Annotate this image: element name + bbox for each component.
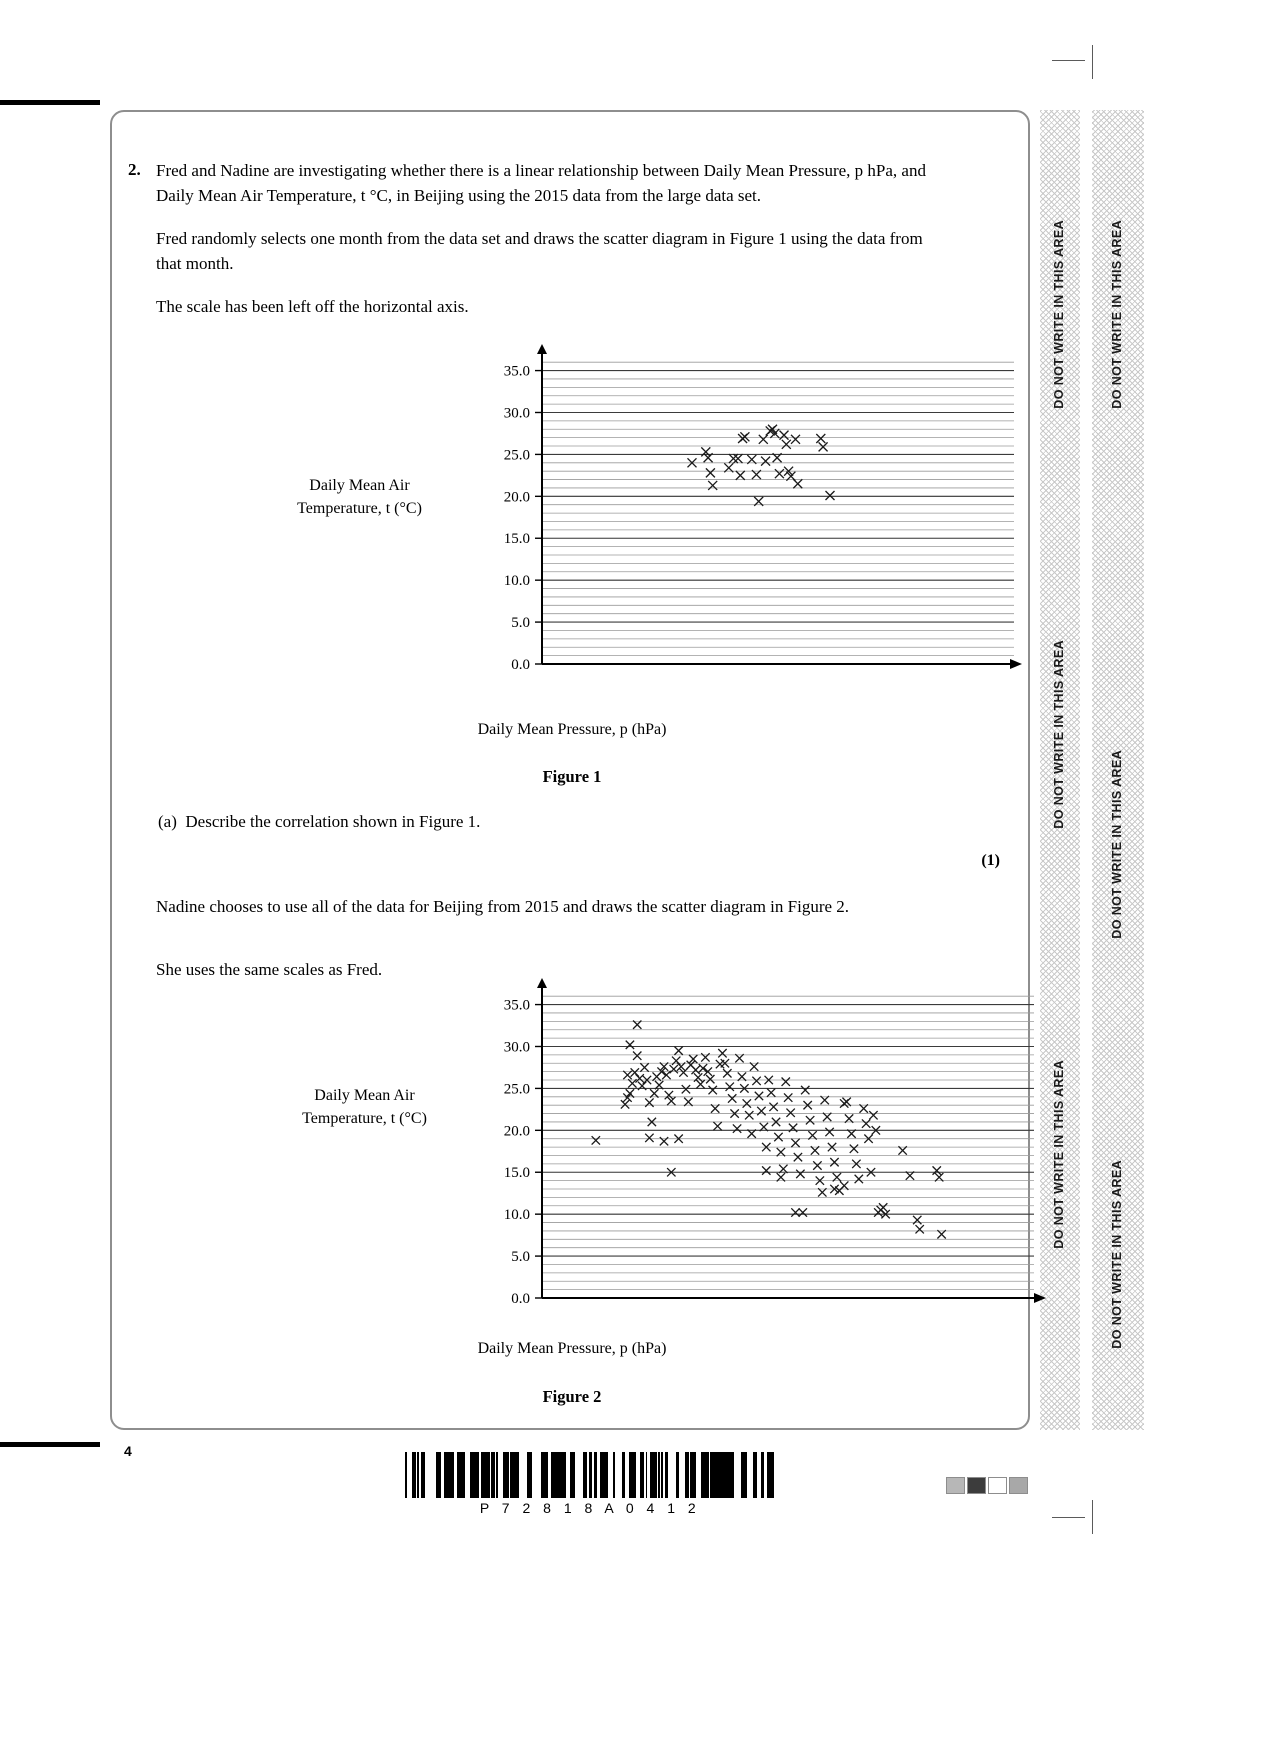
barcode-text: P 7 2 8 1 8 A 0 4 1 2 bbox=[479, 1500, 701, 1516]
svg-text:30.0: 30.0 bbox=[503, 405, 530, 422]
svg-text:0.0: 0.0 bbox=[511, 657, 530, 673]
figure1-scatter-chart bbox=[384, 340, 1024, 700]
do-not-write-label: DO NOT WRITE IN THIS AREA bbox=[1110, 1160, 1124, 1349]
question-para-4: Nadine chooses to use all of the data for Beijing from 2015 and draws the scatter diagram in Figure 2. bbox=[156, 897, 850, 916]
do-not-write-label: DO NOT WRITE IN THIS AREA bbox=[1110, 220, 1124, 409]
marker-block-4 bbox=[1009, 1477, 1028, 1494]
figure1-y-axis-label-line2: Temperature, t (°C) bbox=[297, 500, 422, 517]
figure2-y-axis-label-line2: Temperature, t (°C) bbox=[302, 1110, 427, 1127]
do-not-write-label: DO NOT WRITE IN THIS AREA bbox=[1052, 220, 1066, 409]
answer-sheet bbox=[110, 110, 1030, 1430]
svg-text:15.0: 15.0 bbox=[503, 1165, 530, 1182]
part-a-text: Describe the correlation shown in Figure 1. bbox=[185, 812, 481, 831]
crop-mark-top-right-horizontal bbox=[1052, 60, 1085, 61]
svg-text:10.0: 10.0 bbox=[503, 1207, 530, 1224]
question-para-3: The scale has been left off the horizontal axis. bbox=[156, 297, 469, 316]
do-not-write-label: DO NOT WRITE IN THIS AREA bbox=[1110, 750, 1124, 939]
marker-block-3 bbox=[988, 1477, 1007, 1494]
page-marker-blocks bbox=[946, 1477, 1028, 1494]
question-para-5: She uses the same scales as Fred. bbox=[156, 960, 383, 979]
page-number: 4 bbox=[124, 1443, 132, 1459]
margin-strip-outer bbox=[1092, 110, 1144, 1430]
part-a-label: (a) Describe the correlation shown in Figure 1. bbox=[158, 812, 481, 831]
svg-text:20.0: 20.0 bbox=[503, 489, 530, 506]
part-a-marks: (1) bbox=[981, 852, 1000, 869]
question-intro-text: Fred and Nadine are investigating whether there is a linear relationship between Daily Mean Pressure, p hPa, and Daily Mean Air Temperature, t °C, in Beijing using the 2015 data from the large data set. bbox=[156, 161, 926, 205]
svg-text:25.0: 25.0 bbox=[503, 447, 530, 464]
do-not-write-label: DO NOT WRITE IN THIS AREA bbox=[1052, 640, 1066, 829]
figure2-svg bbox=[384, 974, 1054, 1334]
barcode bbox=[405, 1452, 775, 1498]
figure1-y-axis-label-line1: Daily Mean Air bbox=[309, 477, 410, 494]
svg-text:35.0: 35.0 bbox=[503, 363, 530, 380]
figure2-y-axis-label-line1: Daily Mean Air bbox=[314, 1087, 415, 1104]
marker-block-2 bbox=[967, 1477, 986, 1494]
do-not-write-label: DO NOT WRITE IN THIS AREA bbox=[1052, 1060, 1066, 1249]
edge-bar-top bbox=[0, 100, 100, 105]
svg-text:0.0: 0.0 bbox=[511, 1291, 530, 1307]
svg-text:20.0: 20.0 bbox=[503, 1123, 530, 1140]
figure2-scatter-chart bbox=[384, 974, 1054, 1334]
svg-text:25.0: 25.0 bbox=[503, 1081, 530, 1098]
marker-block-1 bbox=[946, 1477, 965, 1494]
figure2-caption: Figure 2 bbox=[542, 1387, 602, 1406]
svg-text:10.0: 10.0 bbox=[503, 573, 530, 590]
svg-text:5.0: 5.0 bbox=[511, 615, 530, 632]
crop-mark-top-right-vertical bbox=[1092, 45, 1093, 79]
figure2-x-axis-label: Daily Mean Pressure, p (hPa) bbox=[477, 1340, 667, 1357]
svg-text:30.0: 30.0 bbox=[503, 1039, 530, 1056]
question-number: 2. bbox=[128, 160, 141, 179]
question-para-2: Fred randomly selects one month from the data set and draws the scatter diagram in Figure 1 using the data from that month. bbox=[156, 229, 923, 273]
svg-text:15.0: 15.0 bbox=[503, 531, 530, 548]
figure1-x-axis-label: Daily Mean Pressure, p (hPa) bbox=[477, 721, 667, 738]
figure1-svg bbox=[384, 340, 1024, 700]
figure1-caption: Figure 1 bbox=[542, 767, 602, 786]
edge-bar-bottom bbox=[0, 1442, 100, 1447]
svg-text:35.0: 35.0 bbox=[503, 997, 530, 1014]
svg-text:5.0: 5.0 bbox=[511, 1249, 530, 1266]
crop-mark-bottom-right-horizontal bbox=[1052, 1517, 1085, 1518]
crop-mark-bottom-right-vertical bbox=[1092, 1500, 1093, 1534]
question-intro-block bbox=[156, 158, 946, 337]
